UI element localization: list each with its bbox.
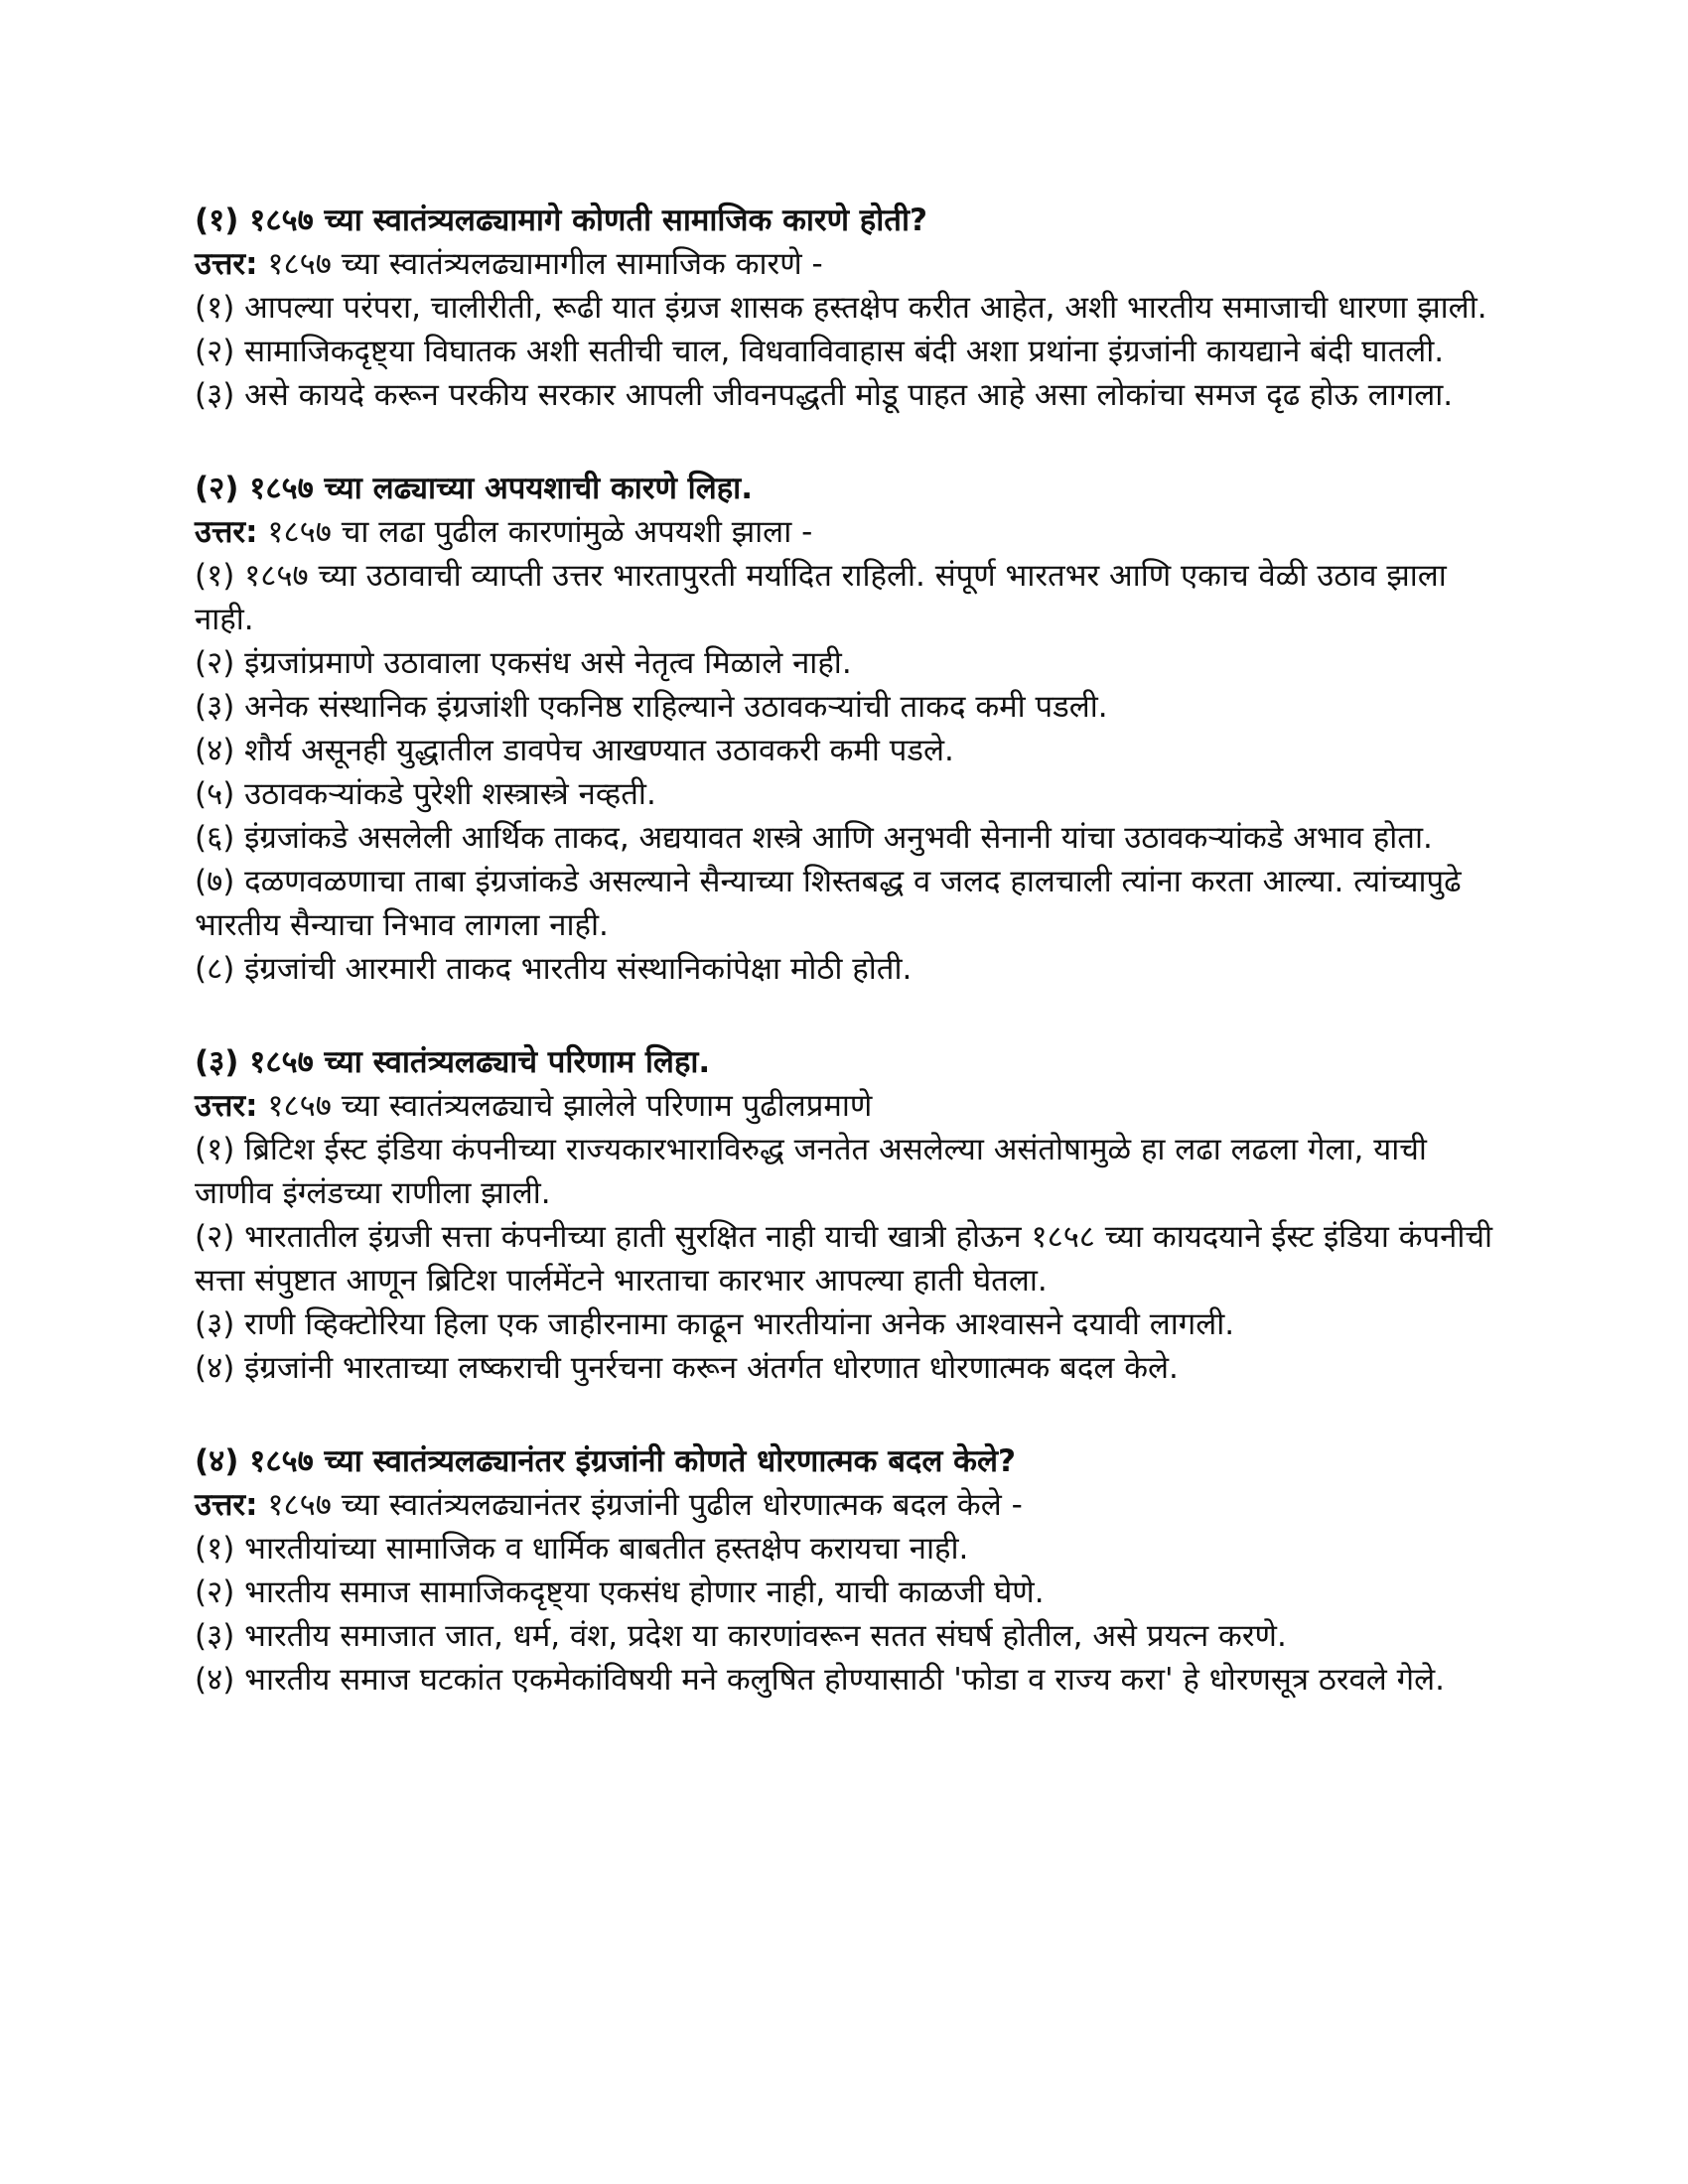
answer-intro-text: १८५७ च्या स्वातंत्र्यलढ्यानंतर इंग्रजांनी पुढील धोरणात्मक बदल केले -	[257, 1487, 1023, 1523]
answer-point: (२) भारतीय समाज सामाजिकदृष्ट्या एकसंध होणार नाही, याची काळजी घेणे.	[195, 1574, 1045, 1610]
answer-intro	[195, 242, 1495, 286]
answer-label: उत्तर:	[195, 1088, 258, 1124]
answer-point: (१) ब्रिटिश ईस्ट इंडिया कंपनीच्या राज्यकारभाराविरुद्ध जनतेत असलेल्या असंतोषामुळे हा लढा लढला गेला, याची जाणीव इंग्लंडच्या राणीला झाली.	[195, 1132, 1427, 1211]
answer-point: (५) उठावकऱ्यांकडे पुरेशी शस्त्रास्त्रे नव्हती.	[195, 776, 656, 812]
question-heading: (१) १८५७ च्या स्वातंत्र्यलढ्यामागे कोणती सामाजिक कारणे होती?	[195, 203, 927, 238]
answer-label: उत्तर:	[195, 246, 258, 282]
answer-intro-text: १८५७ च्या स्वातंत्र्यलढ्याचे झालेले परिणाम पुढीलप्रमाणे	[257, 1088, 873, 1124]
answer-point: (७) दळणवळणाचा ताबा इंग्रजांकडे असल्याने सैन्याच्या शिस्तबद्ध व जलद हालचाली त्यांना करता आल्या. त्यांच्यापुढे भारतीय सैन्याचा निभाव लागला नाही.	[195, 864, 1462, 943]
answer-intro-text: १८५७ च्या स्वातंत्र्यलढ्यामागील सामाजिक कारणे -	[257, 246, 823, 282]
answer-point: (२) भारतातील इंग्रजी सत्ता कंपनीच्या हाती सुरक्षित नाही याची खात्री होऊन १८५८ च्या कायदयाने ईस्ट इंडिया कंपनीची सत्ता संपुष्टात आणून ब्रिटिश पार्लमेंटने भारताचा कारभार आपल्या हाती घेतला.	[195, 1219, 1493, 1298]
answer-intro	[195, 510, 1495, 554]
answer-point: (३) राणी व्हिक्टोरिया हिला एक जाहीरनामा काढून भारतीयांना अनेक आश्वासने दयावी लागली.	[195, 1306, 1235, 1342]
answer-point: (४) शौर्य असूनही युद्धातील डावपेच आखण्यात उठावकरी कमी पडले.	[195, 733, 954, 768]
answer-point: (३) अनेक संस्थानिक इंग्रजांशी एकनिष्ठ राहिल्याने उठावकऱ्यांची ताकद कमी पडली.	[195, 689, 1108, 725]
answer-point: (१) आपल्या परंपरा, चालीरीती, रूढी यात इंग्रज शासक हस्तक्षेप करीत आहेत, अशी भारतीय समाजाची धारणा झाली.	[195, 290, 1487, 326]
question-heading: (२) १८५७ च्या लढ्याच्या अपयशाची कारणे लिहा.	[195, 471, 753, 506]
question-heading: (३) १८५७ च्या स्वातंत्र्यलढ्याचे परिणाम लिहा.	[195, 1044, 711, 1080]
answer-intro	[195, 1483, 1495, 1527]
qa-section-2	[195, 467, 1495, 991]
answer-label: उत्तर:	[195, 1487, 258, 1523]
qa-section-4	[195, 1439, 1495, 1702]
answer-point: (२) इंग्रजांप्रमाणे उठावाला एकसंध असे नेतृत्व मिळाले नाही.	[195, 645, 852, 681]
document-page	[195, 199, 1495, 1751]
answer-point: (२) सामाजिकदृष्ट्या विघातक अशी सतीची चाल, विधवाविवाहास बंदी अशा प्रथांना इंग्रजांनी कायद्याने बंदी घातली.	[195, 334, 1445, 369]
answer-point: (१) १८५७ च्या उठावाची व्याप्ती उत्तर भारतापुरती मर्यादित राहिली. संपूर्ण भारतभर आणि एकाच वेळी उठाव झाला नाही.	[195, 558, 1447, 637]
answer-point: (४) भारतीय समाज घटकांत एकमेकांविषयी मने कलुषित होण्यासाठी 'फोडा व राज्य करा' हे धोरणसूत्र ठरवले गेले.	[195, 1662, 1445, 1698]
answer-point: (३) भारतीय समाजात जात, धर्म, वंश, प्रदेश या कारणांवरून सतत संघर्ष होतील, असे प्रयत्न करणे.	[195, 1618, 1287, 1654]
answer-point: (६) इंग्रजांकडे असलेली आर्थिक ताकद, अद्ययावत शस्त्रे आणि अनुभवी सेनानी यांचा उठावकऱ्यांकडे अभाव होता.	[195, 820, 1433, 856]
answer-point: (४) इंग्रजांनी भारताच्या लष्कराची पुनर्रचना करून अंतर्गत धोरणात धोरणात्मक बदल केले.	[195, 1350, 1179, 1386]
question-heading: (४) १८५७ च्या स्वातंत्र्यलढ्यानंतर इंग्रजांनी कोणते धोरणात्मक बदल केले?	[195, 1443, 1016, 1479]
answer-label: उत्तर:	[195, 514, 258, 550]
answer-point: (८) इंग्रजांची आरमारी ताकद भारतीय संस्थानिकांपेक्षा मोठी होती.	[195, 951, 913, 987]
answer-intro-text: १८५७ चा लढा पुढील कारणांमुळे अपयशी झाला -	[257, 514, 813, 550]
qa-section-1	[195, 199, 1495, 417]
answer-intro	[195, 1084, 1495, 1128]
qa-section-3	[195, 1040, 1495, 1390]
answer-point: (३) असे कायदे करून परकीय सरकार आपली जीवनपद्धती मोडू पाहत आहे असा लोकांचा समज दृढ होऊ लागला.	[195, 377, 1454, 413]
answer-point: (१) भारतीयांच्या सामाजिक व धार्मिक बाबतीत हस्तक्षेप करायचा नाही.	[195, 1531, 969, 1567]
